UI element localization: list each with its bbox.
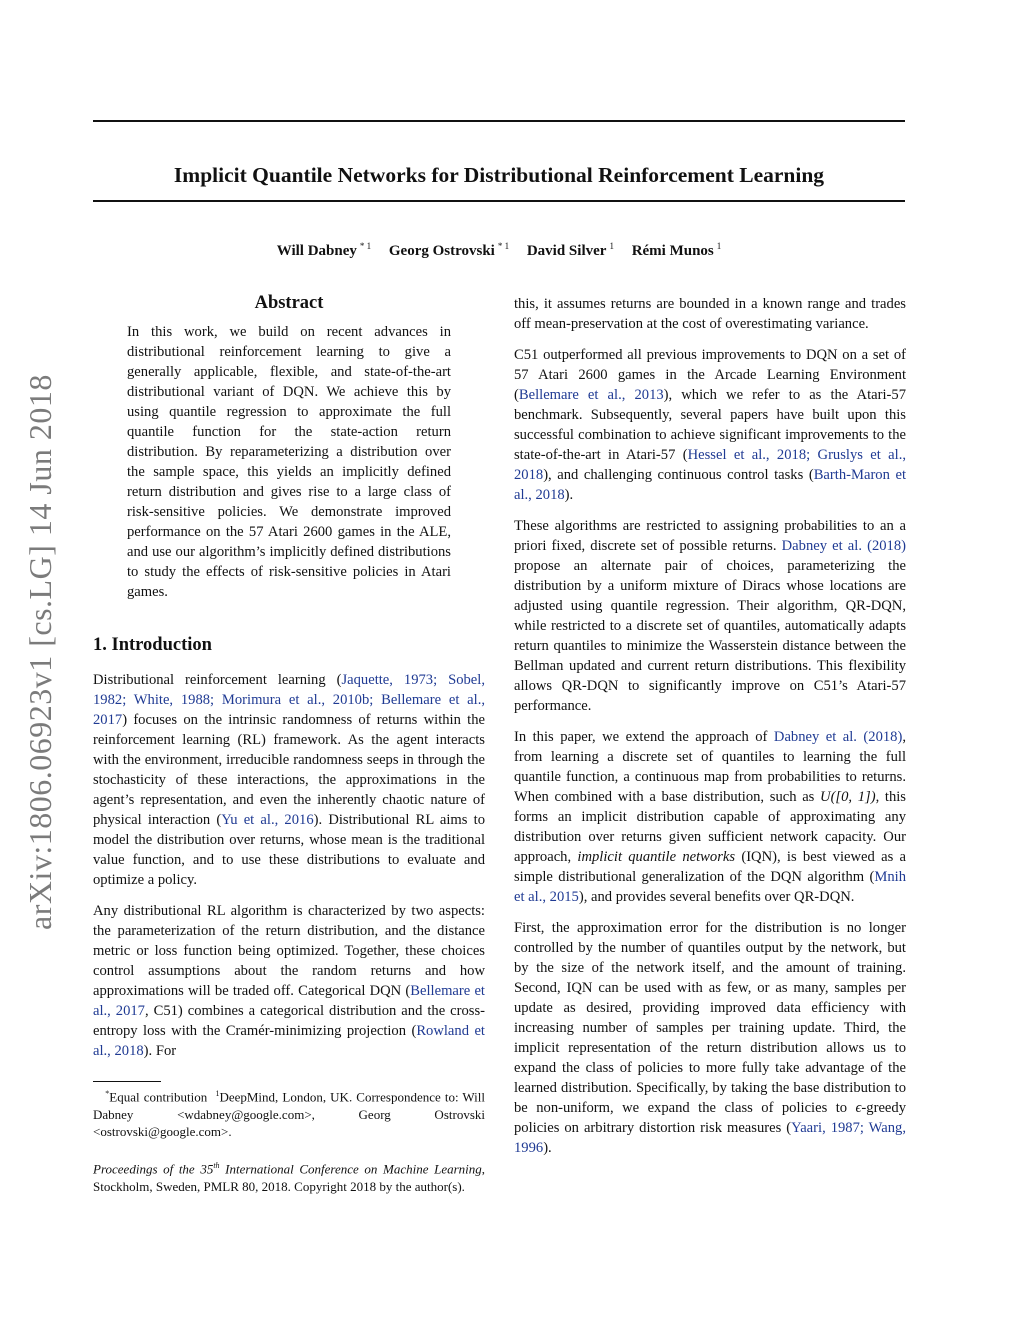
citation-link[interactable]: Mnih et al., 2015 — [514, 869, 906, 905]
abstract-heading: Abstract — [254, 293, 324, 313]
arxiv-side-stamp: arXiv:1806.06923v1 [cs.LG] 14 Jun 2018 — [22, 374, 58, 930]
author: David Silver $^1$ — [526, 241, 614, 259]
right-column — [514, 294, 906, 1158]
author: Rémi Munos $^1$ — [631, 241, 722, 259]
body-paragraph: In this paper, we extend the approach of Dabney et al. (2018), from learning a discrete set of quantiles to learning the full quantile function, a continuous map from probabilities to returns. When combined with a base distribution, such as U([0, 1]), this forms an implicit distribution capable of approximating any distribution over returns given sufficient network capacity. Our approach, implicit quantile networks (IQN), is best viewed as a simple distributional generalization of the DQN algorithm (Mnih et al., 2015), and provides several benefits over QR-DQN. — [514, 729, 906, 905]
title-rule-top — [93, 120, 905, 122]
body-paragraph: C51 outperformed all previous improvements to DQN on a set of 57 Atari 2600 games in the Arcade Learning Environment (Bellemare et al., 2013), which we refer to as the Atari-57 benchmark. Subsequently, several papers have built upon this successful combination to achieve significant improvements to the state-of-the-art in Atari-57 (Hessel et al., 2018; Gruslys et al., 2018), and challenging continuous control tasks (Barth-Maron et al., 2018). — [514, 347, 907, 503]
citation-link[interactable]: Dabney et al. (2018) — [781, 538, 906, 554]
abstract-body: In this work, we build on recent advances in distributional reinforcement learning to give a generally applicable, flexible, and state-of-the-art distributional variant of DQN. We achieve this by using quantile regression to approximate the full quantile function for the state-action return distribution. By reparameterizing a distribution over the sample space, this yields an implicitly defined return distribution and gives rise to a large class of risk-sensitive policies. We demonstrate improved performance on the 57 Atari 2600 games in the ALE, and use our algorithm’s implicitly defined distributions to study the effects of risk-sensitive policies in Atari games. — [127, 324, 451, 600]
footnote-rule — [93, 1081, 161, 1082]
section-heading-introduction: 1. Introduction — [93, 635, 212, 655]
intro-paragraph-1: Distributional reinforcement learning (Jaquette, 1973; Sobel, 1982; White, 1988; Morimura et al., 2010b; Bellemare et al., 2017) focuses on the intrinsic randomness of returns within the reinforcement learning (RL) framework. As the agent interacts with the environment, irreducible randomness seeps in through the stochasticity of these interactions, the approximations in the agent’s representation, and even the inherently chaotic nature of physical interaction (Yu et al., 2016). Distributional RL aims to model the distribution over returns, whose mean is the traditional value function, and to use these distributions to evaluate and optimize a policy. — [93, 672, 485, 888]
paper-title: Implicit Quantile Networks for Distributional Reinforcement Learning — [173, 163, 825, 188]
citation-link[interactable]: Bellemare et al., 2013 — [518, 387, 664, 403]
citation-link[interactable]: Jaquette, 1973; Sobel, 1982; White, 1988; Morimura et al., 2010b; Bellemare et al., 2017 — [93, 672, 485, 728]
proceedings-note: Proceedings of the 35th International Conference on Machine Learning, Stockholm, Sweden, PMLR 80, 2018. Copyright 2018 by the author(s). — [93, 1160, 486, 1194]
citation-link[interactable]: Yaari, 1987; Wang, 1996 — [514, 1120, 906, 1156]
intro-paragraph-2: Any distributional RL algorithm is characterized by two aspects: the parameterization of the return distribution, and the distance metric or loss function being optimized. Together, these choices control assumptions about the random returns and how approximations will be traded off. Categorical DQN (Bellemare et al., 2017, C51) combines a categorical distribution and the cross-entropy loss with the Cramér-minimizing projection (Rowland et al., 2018). For — [93, 903, 485, 1059]
author: Will Dabney $^{* 1}$ — [276, 241, 372, 259]
author-list — [93, 235, 905, 262]
body-paragraph: First, the approximation error for the distribution is no longer controlled by the number of quantiles output by the network, but by the size of the network itself, and the amount of training. Second, IQN can be used with as few, or as many, samples per update as desired, providing improved data efficiency with increasing number of samples per training update. Third, the implicit representation of the return distribution allows us to expand the class of policies to more fully take advantage of the learned distribution. Specifically, by taking the base distribution to be non-uniform, we expand the class of policies to ϵ-greedy policies on arbitrary distortion risk measures (Yaari, 1987; Wang, 1996). — [514, 920, 906, 1156]
left-column — [93, 290, 485, 1195]
math-symbol: ϵ — [855, 1100, 862, 1116]
body-paragraph: this, it assumes returns are bounded in a known range and trades off mean-preservation at the cost of overestimating variance. — [514, 296, 906, 332]
title-rule-bottom — [93, 200, 905, 202]
citation-link[interactable]: Yu et al., 2016 — [221, 812, 314, 828]
math-expression: U([0, 1]) — [820, 789, 876, 805]
citation-link[interactable]: Barth-Maron et al., 2018 — [514, 467, 906, 503]
citation-link[interactable]: Dabney et al. (2018) — [773, 729, 903, 745]
citation-link[interactable]: Hessel et al., 2018; Gruslys et al., 2018 — [514, 447, 906, 483]
body-paragraph: These algorithms are restricted to assigning probabilities to an a priori fixed, discrete set of possible returns. Dabney et al. (2018) propose an alternate pair of choices, parameterizing the distribution by a uniform mixture of Diracs whose locations are adjusted using quantile regression. Their algorithm, QR-DQN, while restricted to a discrete set of quantiles, automatically adapts return quantiles to minimize the Wasserstein distance between the Bellman updated and current return distributions. This flexibility allows QR-DQN to significantly improve on C51’s Atari-57 performance. — [514, 518, 906, 714]
author: Georg Ostrovski $^{* 1}$ — [388, 241, 510, 259]
citation-link[interactable]: Rowland et al., 2018 — [93, 1023, 485, 1059]
footnote: *Equal contribution $^1$DeepMind, London, UK. Correspondence to: Will Dabney <wdabney@google.com>, Georg Ostrovski <ostrovski@google.com>. — [93, 1089, 486, 1140]
citation-link[interactable]: Bellemare et al., 2017 — [93, 983, 485, 1019]
